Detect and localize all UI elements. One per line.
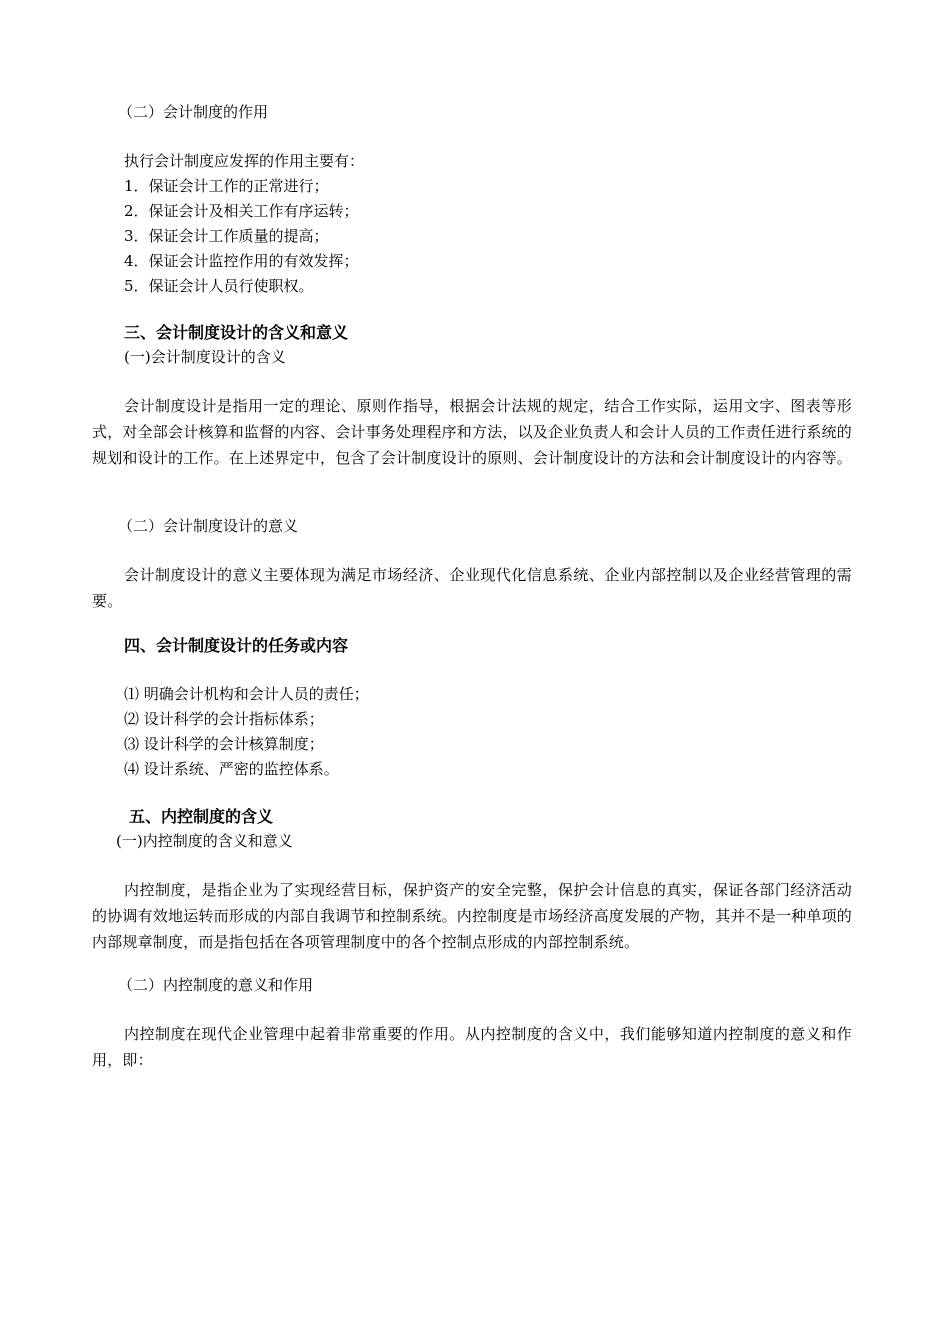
list-item: 3．保证会计工作质量的提高； [124,227,329,245]
list-item: ⑵ 设计科学的会计指标体系； [124,710,324,728]
subsection-title: (一)内控制度的含义和意义 [116,832,293,850]
subsection-title: （二）会计制度设计的意义 [118,517,299,535]
list-item: ⑴ 明确会计机构和会计人员的责任； [124,685,369,703]
subsection-title: （二）会计制度的作用 [118,103,269,121]
list-item: ⑷ 设计系统、严密的监控体系。 [124,760,339,778]
paragraph: 会计制度设计的意义主要体现为满足市场经济、企业现代化信息系统、企业内部控制以及企业经营管理的需要。 [92,566,852,610]
paragraph: 内控制度在现代企业管理中起着非常重要的作用。从内控制度的含义中，我们能够知道内控制度的意义和作用，即： [92,1025,852,1069]
paragraph: 会计制度设计是指用一定的理论、原则作指导，根据会计法规的规定，结合工作实际，运用文字、图表等形式，对全部会计核算和监督的内容、会计事务处理程序和方法，以及企业负责人和会计人员的工作责任进行系统的规划和设计的工作。在上述界定中，包含了会计制度设计的原则、会计制度设计的方法和会计制度设计的内容等。 [92,397,853,467]
list-item: ⑶ 设计科学的会计核算制度； [124,735,324,753]
paragraph: 内控制度，是指企业为了实现经营目标，保护资产的安全完整，保护会计信息的真实，保证各部门经济活动的协调有效地运转而形成的内部自我调节和控制系统。内控制度是市场经济高度发展的产物，其并不是一种单项的内部规章制度，而是指包括在各项管理制度中的各个控制点形成的内部控制系统。 [92,881,853,951]
subsection-title: （二）内控制度的意义和作用 [118,976,314,994]
section-heading: 四、会计制度设计的任务或内容 [124,636,349,655]
intro-line: 执行会计制度应发挥的作用主要有： [124,152,365,170]
list-item: 1．保证会计工作的正常进行； [124,177,329,195]
list-item: 4．保证会计监控作用的有效发挥； [124,252,359,270]
list-item: 5．保证会计人员行使职权。 [124,277,314,295]
section-heading: 五、内控制度的含义 [129,807,274,826]
subsection-title: (一)会计制度设计的含义 [124,348,286,366]
list-item: 2．保证会计及相关工作有序运转； [124,202,359,220]
section-heading: 三、会计制度设计的含义和意义 [124,323,349,342]
